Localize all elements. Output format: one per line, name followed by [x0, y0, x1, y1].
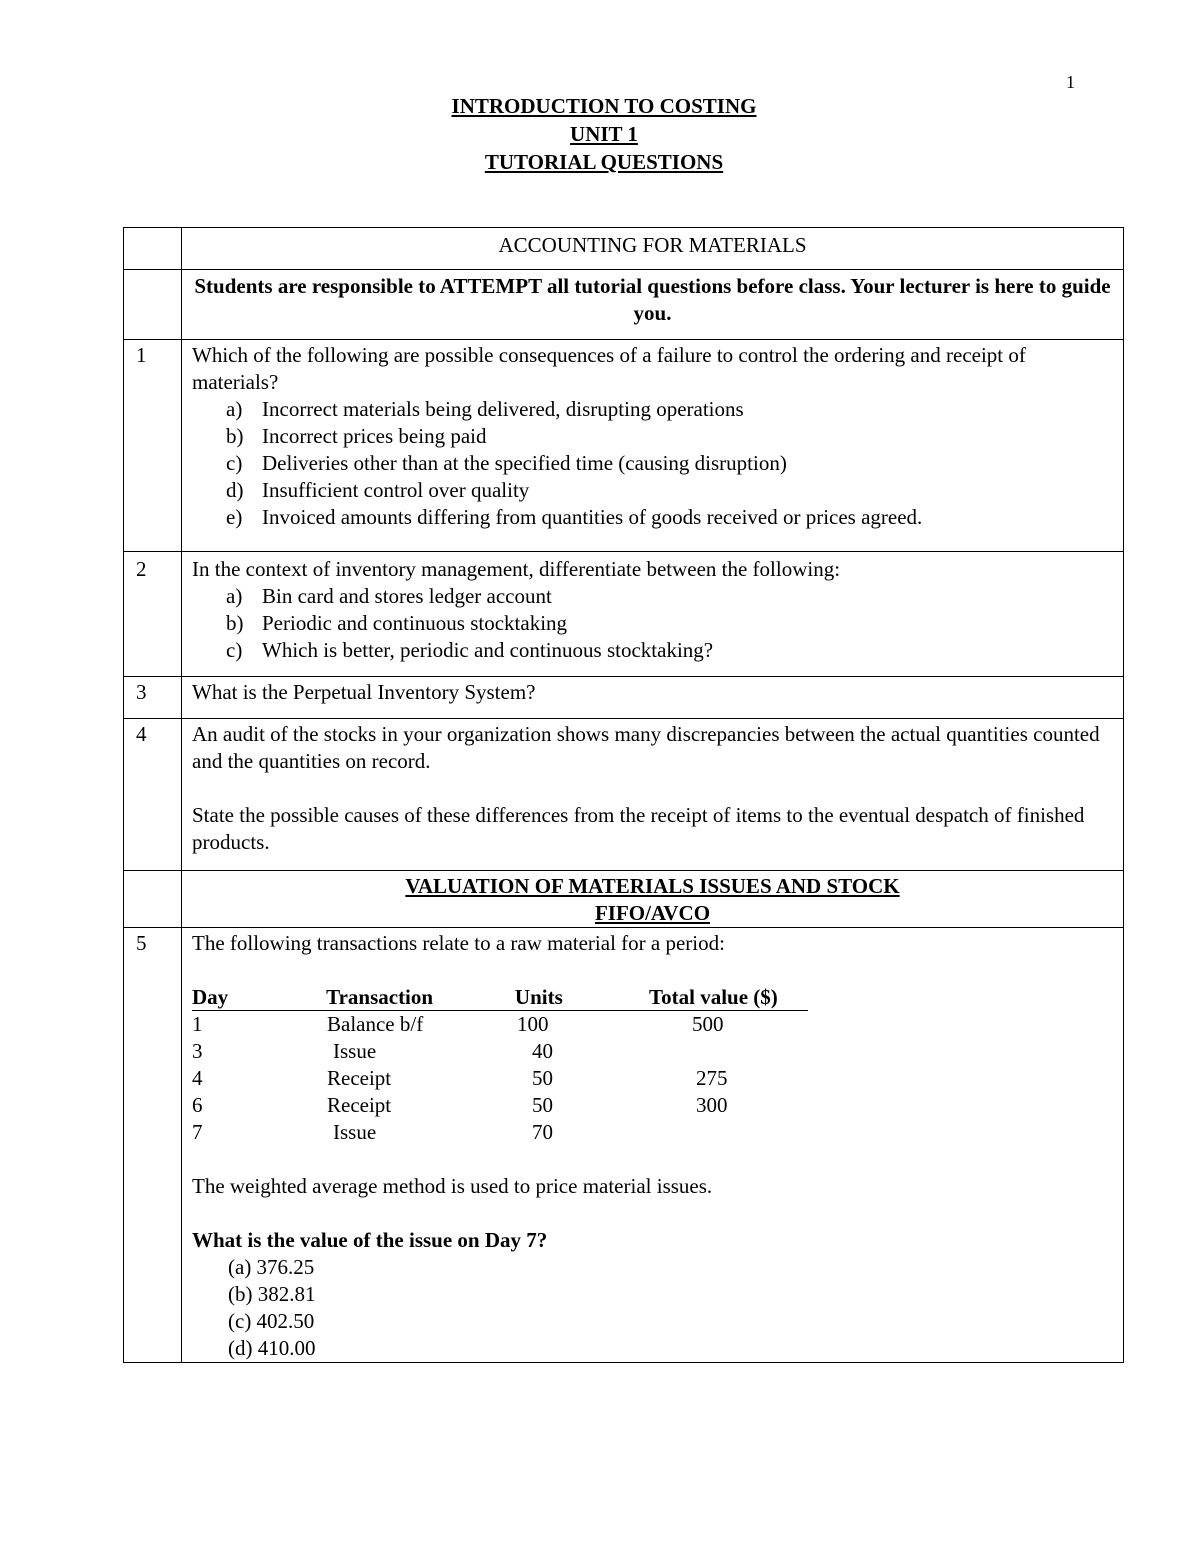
column-header-transaction: Transaction: [326, 985, 434, 1009]
section-row-accounting: [124, 228, 1124, 270]
question-row-4: [124, 719, 1124, 871]
options-list: [192, 396, 1113, 531]
table-row: 7 Issue 70: [192, 1120, 553, 1144]
question-row-2: [124, 552, 1124, 677]
list-item: c) Deliveries other than at the specified time (causing disruption): [226, 451, 787, 475]
list-item: c) Which is better, periodic and continuous stocktaking?: [226, 638, 714, 662]
question-row-3: [124, 677, 1124, 719]
column-header-total-value: Total value ($): [649, 985, 778, 1009]
tutorial-questions-table: [123, 227, 1124, 1363]
list-item: a) Incorrect materials being delivered, disrupting operations: [226, 397, 744, 421]
options-list: [192, 583, 1113, 664]
question-text: What is the Perpetual Inventory System?: [182, 677, 1124, 719]
list-item: b) Incorrect prices being paid: [226, 424, 487, 448]
question-number: 2: [124, 552, 182, 677]
question-paragraph: An audit of the stocks in your organization shows many discrepancies between the actual quantities counted and the quantities on record.: [192, 722, 1100, 773]
title-line-1: INTRODUCTION TO COSTING: [451, 94, 757, 118]
section-heading-accounting: ACCOUNTING FOR MATERIALS: [182, 228, 1124, 270]
list-item: (b) 382.81: [228, 1282, 316, 1306]
page-number: 1: [1066, 72, 1075, 92]
table-row: 6 Receipt 50 300: [192, 1093, 728, 1117]
notice-text: Students are responsible to ATTEMPT all tutorial questions before class. Your lecturer is here to guide you.: [182, 270, 1124, 340]
list-item: (c) 402.50: [228, 1309, 315, 1333]
answers-list: [192, 1254, 1113, 1362]
question-row-1: [124, 340, 1124, 552]
question-row-5: [124, 928, 1124, 1363]
question-number: 3: [124, 677, 182, 719]
column-header-units: Units: [514, 985, 563, 1009]
notice-row: [124, 270, 1124, 340]
table-row: 1 Balance b/f 100 500: [192, 1012, 724, 1036]
section-row-valuation: [124, 871, 1124, 928]
table-row: 4 Receipt 50 275: [192, 1066, 728, 1090]
list-item: (a) 376.25: [228, 1255, 315, 1279]
column-header-day: Day: [192, 985, 229, 1009]
question-text: The following transactions relate to a raw material for a period:: [192, 931, 725, 955]
question-text: Which of the following are possible consequences of a failure to control the ordering and receipt of materials?: [192, 343, 1026, 394]
question-number: 5: [124, 928, 182, 1363]
list-item: e) Invoiced amounts differing from quantities of goods received or prices agreed.: [226, 505, 923, 529]
question-paragraph: State the possible causes of these differences from the receipt of items to the eventual despatch of finished products.: [192, 803, 1085, 854]
question-text: In the context of inventory management, differentiate between the following:: [192, 557, 841, 581]
title-line-2: UNIT 1: [570, 122, 638, 146]
method-text: The weighted average method is used to price material issues.: [192, 1174, 713, 1198]
document-title: [0, 92, 1200, 176]
table-row: 3 Issue 40: [192, 1039, 553, 1063]
question-number: 4: [124, 719, 182, 871]
list-item: (d) 410.00: [228, 1336, 316, 1360]
list-item: b) Periodic and continuous stocktaking: [226, 611, 568, 635]
list-item: d) Insufficient control over quality: [226, 478, 530, 502]
list-item: a) Bin card and stores ledger account: [226, 584, 552, 608]
question-number: 1: [124, 340, 182, 552]
section-heading-valuation: VALUATION OF MATERIALS ISSUES AND STOCK FIFO/AVCO: [182, 871, 1124, 928]
title-line-3: TUTORIAL QUESTIONS: [484, 150, 724, 174]
transactions-header: [192, 984, 808, 1011]
question-prompt: What is the value of the issue on Day 7?: [192, 1228, 548, 1252]
